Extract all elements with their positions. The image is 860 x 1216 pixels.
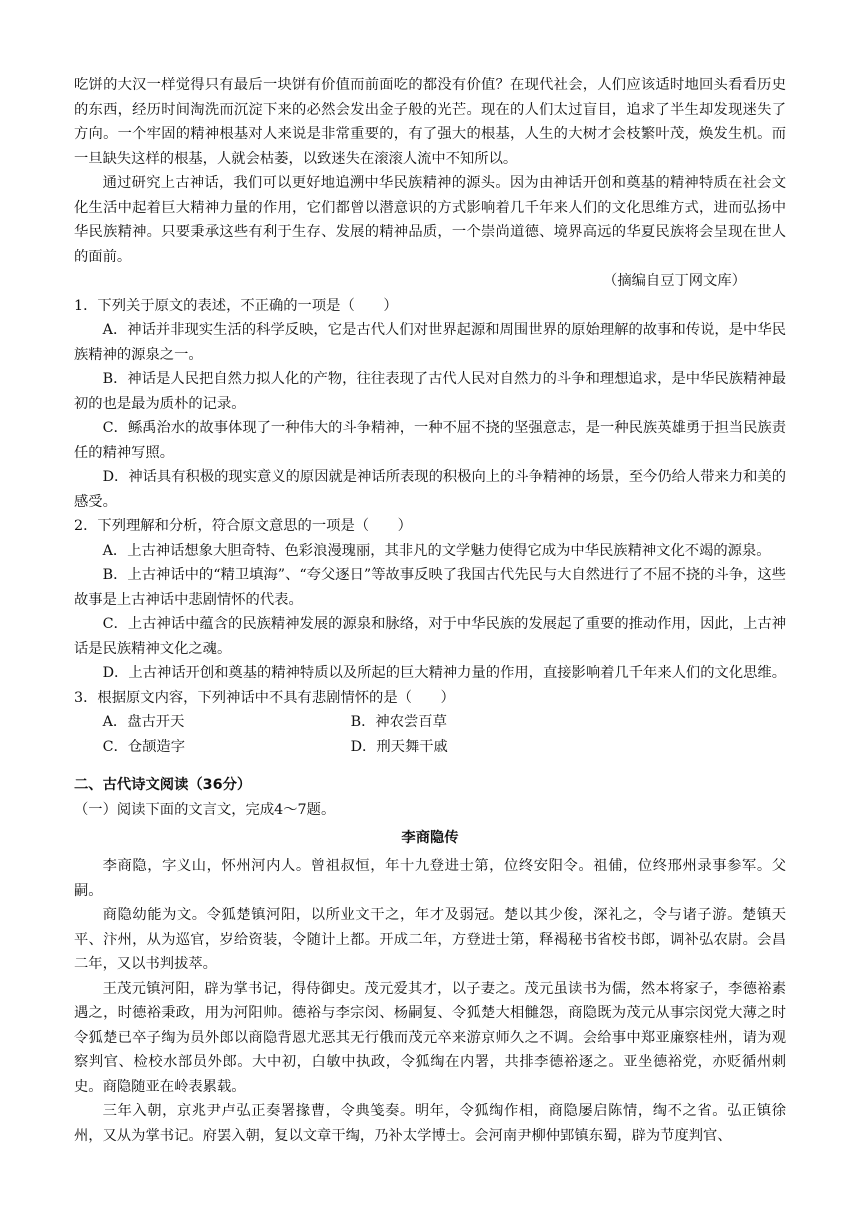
- option-b: B．神农尝百草: [350, 714, 447, 730]
- passage-source: （摘编自豆丁网文库）: [603, 273, 746, 289]
- question-stem: 2．下列理解和分析，符合原文意思的一项是（ ）: [74, 518, 412, 534]
- options-row-1: [74, 710, 786, 735]
- option-d: D．刑天舞干戚: [350, 738, 448, 755]
- option-c: C．仓颉造字: [102, 738, 186, 755]
- passage-paragraph-1: 吃饼的大汉一样觉得只有最后一块饼有价值而前面吃的都没有价值？在现代社会，人们应该适时地回头看看历史的东西，经历时间淘洗而沉淀下来的必然会发出金子般的光芒。现在的人们太过盲目，追求了半生却发现迷失了方向。一个牢固的精神根基对人来说是非常重要的，有了强大的根基，人生的大树才会枝繁叶茂，焕发生机。而一旦缺失这样的根基，人就会枯萎，以致迷失在滚滚人流中不知所以。: [74, 77, 786, 167]
- classical-paragraph-4: 三年入朝，京兆尹卢弘正奏署掾曹，令典笺奏。明年，令狐绹作相，商隐屡启陈情，绹不之省。弘正镇徐州，又从为掌书记。府罢入朝，复以文章干绹，乃补太学博士。会河南尹柳仲郢镇东蜀，辟为节度判官、: [74, 1103, 786, 1144]
- question-2: [74, 514, 786, 686]
- question-3: [74, 686, 786, 760]
- classical-paragraph-3: 王茂元镇河阳，辟为掌书记，得侍御史。茂元爱其才，以子妻之。茂元虽读书为儒，然本将家子，李德裕素遇之，时德裕秉政，用为河阳帅。德裕与李宗闵、杨嗣复、令狐楚大相雠怨，商隐既为茂元从事宗闵党大薄之时令狐楚已卒子绹为员外郎以商隐背恩尤恶其无行俄而茂元卒来游京师久之不调。会给事中郑亚廉察桂州，请为观察判官、检校水部员外郎。大中初，白敏中执政，令狐绹在内署，共排李德裕逐之。亚坐德裕党，亦贬循州刺史。商隐随亚在岭表累载。: [74, 980, 786, 1095]
- question-1: [74, 294, 786, 515]
- option-a: A．上古神话想象大胆奇特、色彩浪漫瑰丽，其非凡的文学魅力使得它成为中华民族精神文化不竭的源泉。: [102, 542, 771, 559]
- option-d: D．神话具有积极的现实意义的原因就是神话所表现的积极向上的斗争精神的场景，至今仍给人带来力和美的感受。: [74, 469, 787, 510]
- section-instruction: （一）阅读下面的文言文，完成4～7题。: [74, 801, 336, 818]
- classical-paragraph-1: 李商隐，字义山，怀州河内人。曾祖叔恒，年十九登进士第，位终安阳令。祖俌，位终邢州录事参军。父嗣。: [74, 858, 786, 899]
- classical-paragraph-2: 商隐幼能为文。令狐楚镇河阳，以所业文干之，年才及弱冠。楚以其少俊，深礼之，令与诸子游。楚镇天平、汴州，从为巡官，岁给资装，令随计上都。开成二年，方登进士第，释褐秘书省校书郎，调补弘农尉。会昌二年，又以书判拔萃。: [74, 907, 786, 972]
- option-b: B．上古神话中的“精卫填海”、“夸父逐日”等故事反映了我国古代先民与大自然进行了不屈不挠的斗争，这些故事是上古神话中悲剧情怀的代表。: [74, 567, 786, 608]
- option-b: B．神话是人民把自然力拟人化的产物，往往表现了古代人民对自然力的斗争和理想追求，是中华民族精神最初的也是最为质朴的记录。: [74, 371, 786, 412]
- option-a: A．神话并非现实生活的科学反映，它是古代人们对世界起源和周围世界的原始理解的故事和传说，是中华民族精神的源泉之一。: [74, 322, 786, 363]
- option-c: C．上古神话中蕴含的民族精神发展的源泉和脉络，对于中华民族的发展起了重要的推动作用，因此，上古神话是民族精神文化之魂。: [74, 616, 786, 657]
- section-heading: 二、古代诗文阅读（36分）: [74, 777, 252, 793]
- passage-title: 李商隐传: [401, 830, 459, 846]
- option-d: D．上古神话开创和奠基的精神特质以及所起的巨大精神力量的作用，直接影响着几千年来人们的文化思维。: [102, 665, 787, 681]
- passage-paragraph-2: 通过研究上古神话，我们可以更好地追溯中华民族精神的源头。因为由神话开创和奠基的精神特质在社会文化生活中起着巨大精神力量的作用，它们都曾以潜意识的方式影响着几千年来人们的文化思维方式，进而弘扬中华民族精神。只要秉承这些有利于生存、发展的精神品质，一个崇尚道德、境界高远的华夏民族将会呈现在世人的面前。: [74, 175, 786, 265]
- question-stem: 1．下列关于原文的表述，不正确的一项是（ ）: [74, 297, 398, 314]
- question-stem: 3．根据原文内容，下列神话中不具有悲剧情怀的是（ ）: [74, 689, 455, 706]
- options-row-2: [74, 735, 786, 760]
- option-c: C．鲧禹治水的故事体现了一种伟大的斗争精神，一种不屈不挠的坚强意志，是一种民族英雄勇于担当民族责任的精神写照。: [74, 420, 786, 461]
- option-a: A．盘古开天: [102, 714, 185, 730]
